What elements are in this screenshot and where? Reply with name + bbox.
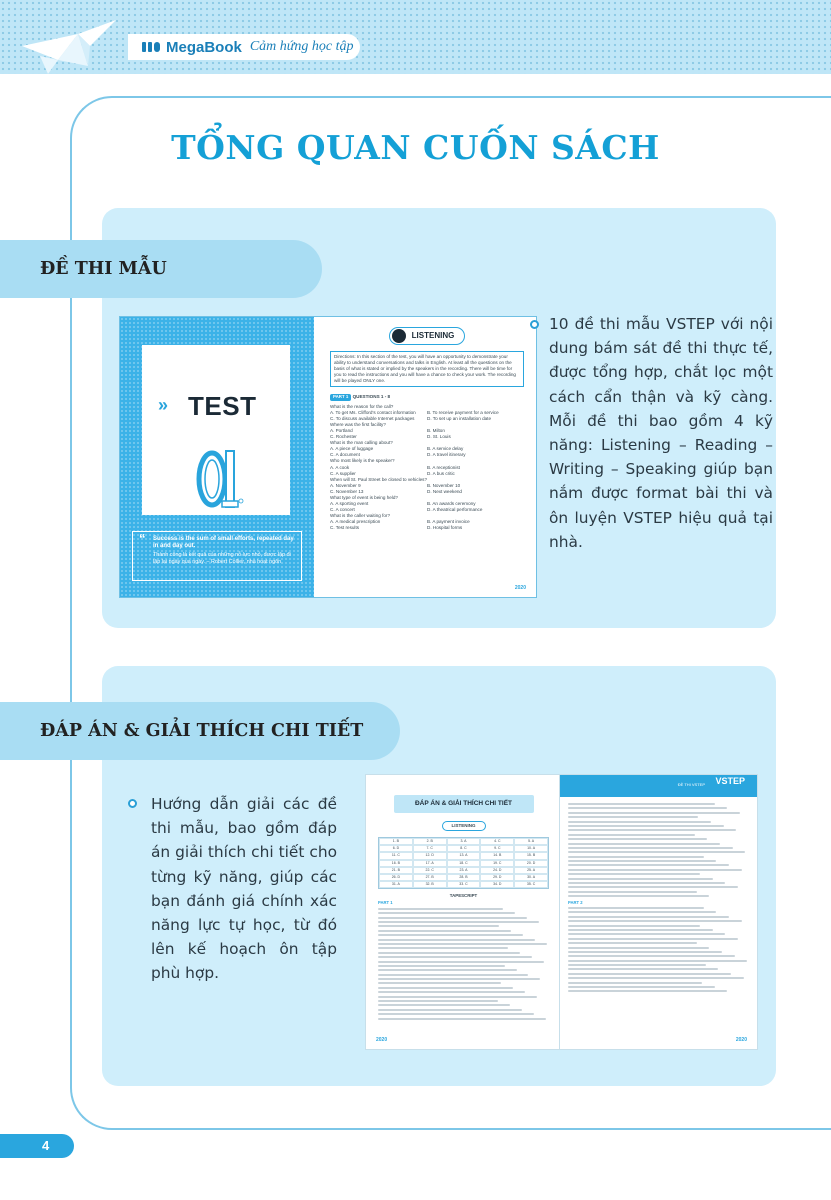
- listening-page: [314, 317, 536, 597]
- text-line: [568, 807, 727, 809]
- part-label: PART 2: [568, 899, 583, 905]
- option-d: D. Next weekend: [427, 488, 462, 494]
- text-line: [568, 920, 742, 922]
- answer-key-cell: 10. A: [514, 845, 548, 852]
- text-line: [568, 990, 727, 992]
- answer-key-cell: 20. D: [514, 860, 548, 867]
- text-line: [568, 911, 716, 913]
- text-line: [568, 829, 736, 831]
- text-line: [378, 1018, 546, 1020]
- megabook-mark-icon: [142, 41, 162, 53]
- answer-key-cell: 27. B: [413, 874, 447, 881]
- test-cover-card: [142, 345, 290, 515]
- answer-key-cell: 13. A: [447, 852, 481, 859]
- section-heading: ĐỀ THI MẪU: [40, 259, 167, 279]
- text-line: [378, 978, 540, 980]
- part-label: PART 1: [378, 900, 393, 906]
- header-band: [0, 0, 831, 74]
- option-c: C. A concert: [330, 507, 355, 513]
- text-line: [568, 821, 711, 823]
- text-line: [378, 965, 505, 967]
- brand-tagline: Cảm hứng học tập: [249, 39, 354, 54]
- text-line: [378, 930, 511, 932]
- option-d: D. To set up an installation date: [427, 415, 492, 421]
- brand-logo: [128, 34, 360, 60]
- cover-quote: [132, 531, 302, 581]
- answer-key-cell: 31. A: [379, 881, 413, 888]
- answer-key-cell: 18. C: [447, 860, 481, 867]
- preview-page-number: 2020: [735, 1037, 747, 1043]
- answer-right-page: [560, 775, 757, 1049]
- listening-header: [330, 327, 524, 345]
- right-header-title: VSTEP: [715, 776, 745, 786]
- option-c: C. Rochester: [330, 434, 357, 440]
- preview-page-number: 2020: [514, 584, 526, 591]
- paper-bird-icon: [18, 16, 122, 78]
- option-c: C. Test results: [330, 525, 360, 531]
- answer-key-cell: 3. A: [447, 838, 481, 845]
- text-line: [568, 825, 724, 827]
- text-line: [568, 847, 733, 849]
- answer-key-cell: 25. A: [514, 867, 548, 874]
- question-item: [330, 404, 524, 422]
- text-line: [568, 929, 713, 931]
- text-line: [378, 908, 503, 910]
- listening-badge: [389, 327, 466, 345]
- option-b: B. A payment invoice: [427, 519, 470, 525]
- answer-key-cell: 15. B: [514, 852, 548, 859]
- quote-mark-icon: “: [139, 531, 146, 546]
- text-line: [568, 955, 735, 957]
- option-a: A. A medical prescription: [330, 519, 381, 525]
- text-line: [378, 1013, 534, 1015]
- text-line: [568, 812, 740, 814]
- text-line: [378, 917, 527, 919]
- option-d: D. A travel itinerary: [427, 452, 466, 458]
- text-line: [378, 1004, 510, 1006]
- text-line: [378, 982, 501, 984]
- bullet-circle-icon: [530, 320, 539, 329]
- text-line: [568, 951, 722, 953]
- text-line: [378, 947, 508, 949]
- option-b: B. Milton: [427, 427, 445, 433]
- option-d: D. St. Louis: [427, 434, 451, 440]
- text-line: [378, 912, 515, 914]
- text-line: [568, 816, 698, 818]
- text-line: [378, 987, 513, 989]
- answer-key-cell: 32. B: [413, 881, 447, 888]
- option-c: C. November 13: [330, 488, 364, 494]
- directions-box: [330, 351, 524, 387]
- text-line: [378, 991, 525, 993]
- text-line: [378, 996, 537, 998]
- quote-translation: Thành công là kết quả của những nỗ lực nhỏ, được lặp đi lặp lại ngày qua ngày. – Robert Collier, nhà hoạt ngôn: [153, 552, 291, 565]
- answer-key-cell: 28. B: [447, 874, 481, 881]
- question-item: [330, 477, 524, 495]
- answer-key-cell: 11. C: [379, 852, 413, 859]
- text-line: [568, 851, 745, 853]
- text-line: [568, 982, 702, 984]
- text-line: [378, 1000, 498, 1002]
- answer-key-cell: 2. B: [413, 838, 447, 845]
- text-line: [568, 864, 729, 866]
- text-line: [568, 838, 707, 840]
- skill-badge-label: LISTENING: [411, 330, 455, 340]
- double-chevron-icon: »: [158, 395, 169, 415]
- text-line: [378, 956, 532, 958]
- text-line: [568, 895, 709, 897]
- question-text: What is the man calling about?: [330, 440, 393, 446]
- text-line: [568, 856, 704, 858]
- answer-key-cell: 29. D: [480, 874, 514, 881]
- cover-word: TEST: [188, 391, 257, 421]
- answer-key-cell: 22. C: [413, 867, 447, 874]
- answer-key-cell: 21. B: [379, 867, 413, 874]
- headphone-icon: [392, 329, 406, 343]
- brand-name: MegaBook: [166, 38, 242, 56]
- text-line: [568, 960, 747, 962]
- text-line: [568, 968, 718, 970]
- answer-key-cell: 8. C: [447, 845, 481, 852]
- option-b: B. An awards ceremony: [427, 501, 476, 507]
- text-line: [568, 834, 695, 836]
- text-line: [568, 886, 738, 888]
- option-b: B. A receptionist: [427, 464, 460, 470]
- explanation-text: [568, 907, 749, 992]
- answer-key-cell: 19. C: [480, 860, 514, 867]
- page-number: 4: [0, 1134, 74, 1158]
- answer-key-cell: 34. D: [480, 881, 514, 888]
- transcript-label: TAPESCRIPT: [449, 893, 478, 899]
- page-title: TỔNG QUAN CUỐN SÁCH: [171, 128, 660, 167]
- question-text: Who most likely is the speaker?: [330, 458, 395, 464]
- right-header-small: ĐỀ THI VSTEP: [677, 782, 705, 787]
- option-d: D. A theatrical performance: [427, 507, 483, 513]
- text-line: [568, 803, 715, 805]
- question-item: [330, 458, 524, 476]
- option-d: D. A bus critic: [427, 470, 455, 476]
- text-line: [568, 964, 706, 966]
- text-line: [568, 977, 744, 979]
- text-line: [378, 925, 499, 927]
- section-heading-tab: [0, 240, 322, 298]
- text-line: [568, 873, 700, 875]
- answer-banner: ĐÁP ÁN & GIẢI THÍCH CHI TIẾT: [394, 795, 534, 813]
- text-line: [568, 878, 713, 880]
- text-line: [378, 974, 528, 976]
- option-d: D. Hospital forms: [427, 525, 463, 531]
- bullet-circle-icon: [128, 799, 137, 808]
- text-line: [568, 942, 697, 944]
- directions-text: Directions: In this section of the test, you will have an opportunity to demonstrate your ability to understand conversations and talks in English. At least all the questions on the basis of what is stated or implied by the speakers in the recording. There will be time for you to read the instructions and you will have a chance to check your work. The recording will be played ONLY one.: [334, 354, 516, 384]
- answer-key-cell: 7. C: [413, 845, 447, 852]
- answer-key-cell: 9. C: [480, 845, 514, 852]
- question-text: Where was the first facility?: [330, 421, 386, 427]
- text-line: [568, 925, 700, 927]
- answer-key-cell: 4. C: [480, 838, 514, 845]
- answer-key-cell: 26. D: [379, 874, 413, 881]
- option-c: C. A supplier: [330, 470, 356, 476]
- option-a: A. A cook: [330, 464, 350, 470]
- option-b: B. November 10: [427, 482, 461, 488]
- text-line: [378, 1009, 522, 1011]
- text-line: [378, 961, 544, 963]
- question-item: [330, 495, 524, 513]
- option-c: C. To discuss available Internet packages: [330, 415, 415, 421]
- option-a: A. To get Ms. Clifford's contact information: [330, 409, 416, 415]
- text-line: [378, 939, 535, 941]
- option-b: B. A service delay: [427, 446, 464, 452]
- answer-key-table: [378, 837, 549, 889]
- answer-key-cell: 16. B: [379, 860, 413, 867]
- test-number-graphic: [196, 441, 244, 513]
- text-line: [568, 843, 720, 845]
- question-item: [330, 513, 524, 531]
- question-list: [330, 404, 524, 532]
- test-cover: [120, 317, 314, 597]
- answer-key-cell: 14. B: [480, 852, 514, 859]
- answer-key-cell: 1. B: [379, 838, 413, 845]
- text-line: [568, 947, 709, 949]
- answer-key-cell: 35. C: [514, 881, 548, 888]
- option-b: B. To receive payment for a service: [427, 409, 499, 415]
- answer-key-cell: 17. A: [413, 860, 447, 867]
- sample-test-preview: [119, 316, 537, 598]
- text-line: [378, 921, 539, 923]
- text-line: [568, 882, 725, 884]
- answer-key-cell: 33. C: [447, 881, 481, 888]
- answer-key-cell: 23. A: [447, 867, 481, 874]
- question-text: When will St. Paul Street be closed to vehicles?: [330, 476, 428, 482]
- text-line: [378, 952, 520, 954]
- answer-left-page: [366, 775, 560, 1049]
- text-line: [378, 934, 523, 936]
- text-line: [568, 973, 731, 975]
- transcript-text: [378, 908, 549, 1020]
- question-item: [330, 440, 524, 458]
- text-line: [568, 986, 715, 988]
- answer-key-cell: 24. D: [480, 867, 514, 874]
- explanation-text: [568, 803, 749, 897]
- text-line: [378, 943, 547, 945]
- text-line: [568, 938, 738, 940]
- right-page-header: [560, 775, 757, 797]
- text-line: [568, 869, 742, 871]
- question-item: [330, 422, 524, 440]
- text-line: [568, 907, 704, 909]
- answer-key-cell: 30. A: [514, 874, 548, 881]
- text-line: [378, 969, 517, 971]
- text-line: [568, 891, 697, 893]
- answer-key-preview: [365, 774, 758, 1050]
- option-a: A. November 9: [330, 482, 361, 488]
- question-text: What is the caller waiting for?: [330, 513, 390, 519]
- skill-tab: LISTENING: [442, 821, 486, 831]
- option-c: C. A document: [330, 452, 360, 458]
- part-title: QUESTIONS 1 - 8: [352, 394, 391, 400]
- option-a: A. A sporting event: [330, 501, 369, 507]
- answer-key-cell: 6. D: [379, 845, 413, 852]
- option-a: A. Portland: [330, 427, 353, 433]
- text-line: [568, 860, 716, 862]
- section-heading: ĐÁP ÁN & GIẢI THÍCH CHI TIẾT: [40, 721, 364, 741]
- preview-page-number: 2020: [376, 1037, 388, 1043]
- text-line: [568, 916, 729, 918]
- answer-key-cell: 5. A: [514, 838, 548, 845]
- section-description: 10 đề thi mẫu VSTEP với nội dung bám sát đề thi thực tế, được tổng hợp, chắt lọc một cách cẩn thận và kỹ càng. Mỗi đề thi bao gồm 4 kỹ năng: Listening – Reading – Writing – Speaking giúp bạn nắm được format bài thi và ôn luyện VSTEP hiệu quả tại nhà.: [549, 315, 773, 551]
- answer-key-cell: 12. D: [413, 852, 447, 859]
- quote-text: Success is the sum of small efforts, repeated day in and day out.: [153, 536, 294, 549]
- section-description: Hướng dẫn giải các đề thi mẫu, bao gồm đáp án giải thích chi tiết cho từng kỹ năng, giúp các bạn đánh giá chính xác năng lực tự học, từ đó lên kế hoạch ôn tập phù hợp.: [151, 795, 337, 983]
- text-line: [568, 933, 725, 935]
- part-label: PART 1: [330, 394, 351, 400]
- option-a: A. A piece of luggage: [330, 446, 374, 452]
- question-text: What type of event is being held?: [330, 494, 398, 500]
- section-heading-tab: [0, 702, 400, 760]
- question-text: What is the reason for the call?: [330, 403, 394, 409]
